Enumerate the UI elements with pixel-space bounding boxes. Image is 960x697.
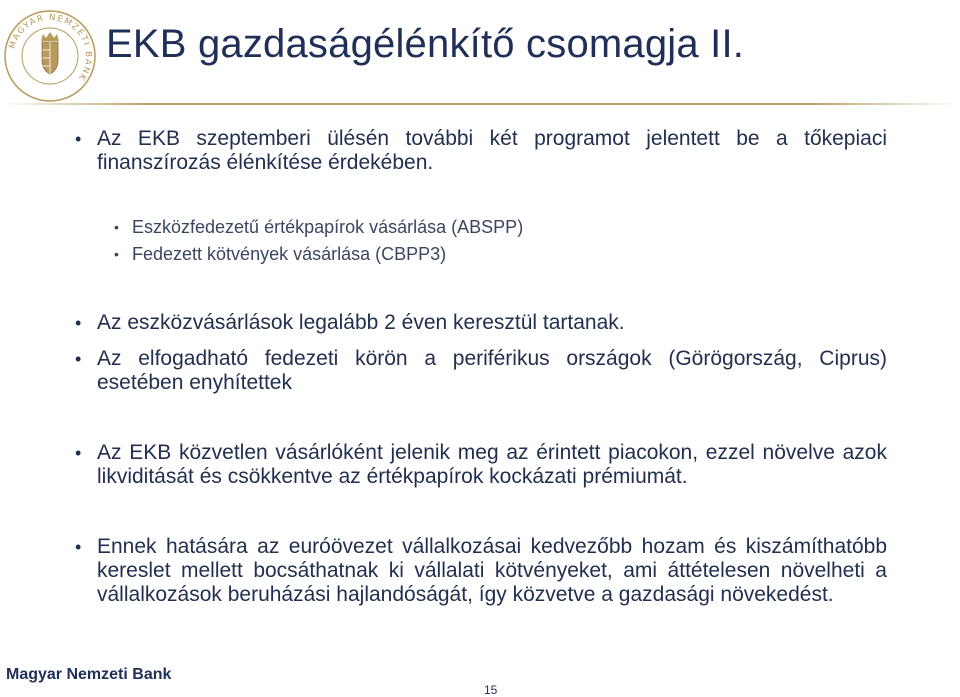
- bullet-item: • Az EKB szeptemberi ülésén további két programot jelentett be a tőkepiaci finanszírozás élénkítése érdekében.: [97, 127, 887, 175]
- page-number: 15: [484, 683, 498, 697]
- footer-brand: Magyar Nemzeti Bank: [6, 666, 172, 683]
- bullet-item: • Az eszközvásárlások legalább 2 éven keresztül tartanak.: [97, 311, 887, 335]
- mnb-logo: [2, 8, 98, 104]
- coat-of-arms-icon: [41, 32, 59, 74]
- header-divider: [0, 100, 960, 108]
- sub-bullet-item: • Eszközfedezetű értékpapírok vásárlása (ABSPP): [132, 216, 523, 238]
- sub-bullet-item: • Fedezett kötvények vásárlása (CBPP3): [132, 243, 446, 265]
- svg-text:MAGYAR NEMZETI BANK: MAGYAR NEMZETI BANK: [7, 12, 94, 83]
- bullet-item: • Az EKB közvetlen vásárlóként jelenik meg az érintett piacokon, ezzel növelve azok likviditását és csökkentve az értékpapírok kockázati prémiumát.: [97, 441, 887, 489]
- page-title: EKB gazdaságélénkítő csomagja II.: [106, 22, 745, 66]
- bullet-item: • Az elfogadható fedezeti körön a periférikus országok (Görögország, Ciprus) esetében enyhítettek: [97, 347, 887, 395]
- bullet-item: • Ennek hatására az euróövezet vállalkozásai kedvezőbb hozam és kiszámíthatóbb kereslet mellett bocsáthatnak ki vállalati kötvényeket, ami áttételesen növelheti a vállalkozások beruházási hajlandóságát, így közvetve a gazdasági növekedést.: [97, 535, 887, 607]
